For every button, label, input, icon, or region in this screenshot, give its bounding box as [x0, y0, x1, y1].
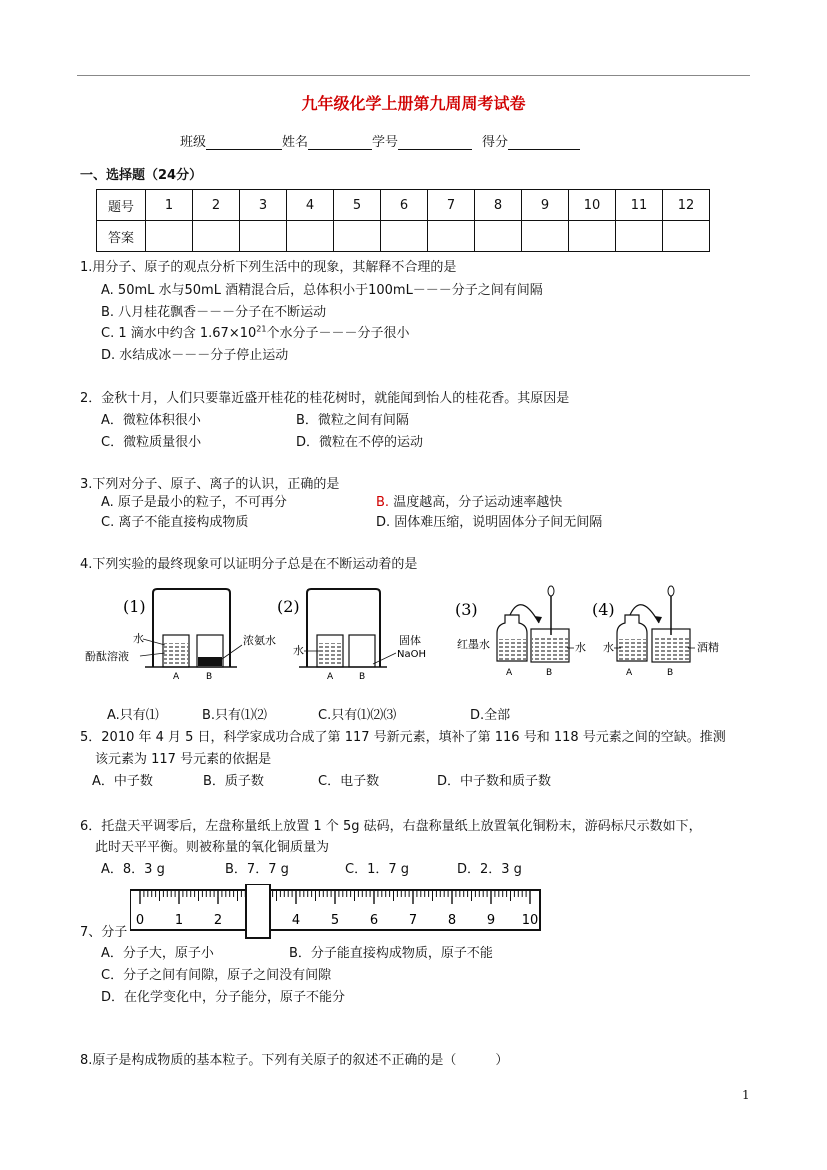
bottle-liquid: [498, 639, 526, 660]
ruler-label: 0: [135, 913, 145, 928]
answer-table: [96, 189, 710, 252]
ruler-svg: [130, 884, 542, 940]
question-2-stem: 2．金秋十月，人们只要靠近盛开桂花的桂花树时，就能闻到怡人的桂花香。其原因是: [80, 391, 570, 406]
question-1-stem: 1.用分子、原子的观点分析下列生活中的现象，其解释不合理的是: [80, 260, 457, 275]
liquid-a: [164, 643, 188, 666]
figure-2-label-a: A: [327, 672, 334, 682]
question-number: 7: [428, 190, 475, 221]
figure-3-number: (3): [455, 600, 478, 619]
figure-2: [277, 589, 426, 682]
figure-4-label-water: 水: [603, 641, 614, 654]
answer-cell[interactable]: [193, 221, 240, 252]
pour-arrow: [630, 605, 659, 623]
option-b-text: 温度越高，分子运动速率越快: [389, 495, 563, 510]
question-4-option-b: B.只有⑴⑵: [202, 708, 268, 723]
section-title: 一、选择题（24分）: [80, 168, 203, 183]
question-2-option-d: D．微粒在不停的运动: [296, 435, 424, 450]
ruler-label: 1: [174, 913, 184, 928]
question-5-stem-line1: 5．2010 年 4 月 5 日，科学家成功合成了第 117 号新元素，填补了第 116 号和 118 号元素之间的空缺。推测: [80, 730, 726, 745]
question-number: 4: [287, 190, 334, 221]
header-rule: [77, 75, 750, 76]
row-label: 题号: [97, 190, 146, 221]
option-c-text-end: 个水分子－－－分子很小: [266, 326, 410, 341]
page-title: 九年级化学上册第九周周考试卷: [301, 94, 526, 113]
ruler-label: 2: [213, 913, 223, 928]
id-label: 学号: [372, 135, 399, 150]
figure-1-number: (1): [123, 597, 146, 616]
question-2-option-b: B．微粒之间有间隔: [296, 413, 409, 428]
question-2-option-a: A．微粒体积很小: [101, 413, 201, 428]
ruler-label: 5: [330, 913, 340, 928]
figure-4-label-b: B: [667, 668, 674, 678]
id-blank[interactable]: [398, 135, 472, 150]
beaker-liquid: [532, 637, 568, 661]
figure-2-label-water: 水: [293, 644, 304, 657]
question-1-option-a: A. 50mL 水与50mL 酒精混合后，总体积小于100mL－－－分子之间有间隔: [101, 283, 543, 298]
figure-2-label-b: B: [359, 672, 366, 682]
figure-2-label-solid: 固体: [399, 634, 421, 647]
figure-4: [592, 586, 719, 678]
experiment-figures: [85, 585, 745, 685]
table-row: [97, 221, 710, 252]
question-7-stem: 7、分子: [80, 925, 128, 940]
question-5-stem-line2: 该元素为 117 号元素的依据是: [95, 752, 272, 767]
score-label: 得分: [482, 135, 509, 150]
question-number: 10: [569, 190, 616, 221]
figure-4-label-a: A: [626, 668, 633, 678]
figure-1: [85, 589, 276, 682]
question-number: 2: [193, 190, 240, 221]
row-label: 答案: [97, 221, 146, 252]
question-6-option-b: B．7．7 g: [225, 862, 289, 877]
question-number: 8: [475, 190, 522, 221]
question-6-option-a: A．8．3 g: [101, 862, 165, 877]
beaker-liquid: [653, 637, 689, 661]
liquid-b: [198, 657, 222, 666]
question-7-option-d: D．在化学变化中，分子能分，原子不能分: [101, 990, 346, 1005]
question-7-option-c: C．分子之间有间隙，原子之间没有间隙: [101, 968, 332, 983]
exponent: 21: [256, 324, 267, 334]
ruler-label: 10: [521, 913, 539, 928]
question-6-stem-line2: 此时天平平衡。则被称量的氧化铜质量为: [95, 840, 330, 855]
beaker-b: [349, 635, 375, 667]
answer-cell[interactable]: [616, 221, 663, 252]
question-3-option-d: D. 固体难压缩，说明固体分子间无间隔: [376, 515, 603, 530]
balance-ruler: [130, 884, 542, 944]
figure-1-label-ammonia: 浓氨水: [243, 634, 276, 647]
question-number: 5: [334, 190, 381, 221]
question-number: 1: [146, 190, 193, 221]
question-5-option-b: B．质子数: [203, 774, 264, 789]
figure-2-label-naoh: NaOH: [397, 649, 426, 660]
figure-3-label-ink: 红墨水: [457, 638, 490, 651]
figure-4-number: (4): [592, 600, 615, 619]
question-1-option-c: [101, 322, 409, 341]
question-number: 6: [381, 190, 428, 221]
question-4-option-a: A.只有⑴: [107, 708, 159, 723]
question-4-stem: 4.下列实验的最终现象可以证明分子总是在不断运动着的是: [80, 557, 418, 572]
name-label: 姓名: [282, 135, 309, 150]
class-blank[interactable]: [206, 135, 282, 150]
figure-1-label-phenolphthalein: 酚酞溶液: [85, 650, 129, 663]
ruler-label: 4: [291, 913, 301, 928]
question-2-option-c: C．微粒质量很小: [101, 435, 202, 450]
question-number: 12: [663, 190, 710, 221]
question-4-option-c: C.只有⑴⑵⑶: [318, 708, 397, 723]
ruler-label: 9: [486, 913, 496, 928]
question-5-option-a: A．中子数: [92, 774, 153, 789]
figure-3: [455, 586, 586, 678]
question-5-option-d: D．中子数和质子数: [437, 774, 552, 789]
question-8-stem: 8.原子是构成物质的基本粒子。下列有关原子的叙述不正确的是（ ）: [80, 1053, 509, 1068]
ruler-label: 7: [408, 913, 418, 928]
answer-cell[interactable]: [569, 221, 616, 252]
question-1-option-b: B. 八月桂花飘香－－－分子在不断运动: [101, 305, 327, 320]
question-7-option-b: B．分子能直接构成物质，原子不能: [289, 946, 493, 961]
answer-cell[interactable]: [240, 221, 287, 252]
question-number: 3: [240, 190, 287, 221]
figure-1-label-b: B: [206, 672, 213, 682]
question-6-option-c: C．1．7 g: [345, 862, 410, 877]
liquid-a: [318, 643, 342, 666]
student-info-line: [180, 131, 580, 150]
option-b-letter: B.: [376, 495, 390, 510]
score-blank[interactable]: [508, 135, 580, 150]
rider-slider[interactable]: [246, 884, 270, 938]
page-number: 1: [742, 1088, 750, 1102]
question-4-option-d: D.全部: [470, 708, 511, 723]
figure-1-label-water: 水: [133, 632, 144, 645]
question-3-option-c: C. 离子不能直接构成物质: [101, 515, 249, 530]
answer-cell[interactable]: [522, 221, 569, 252]
answer-cell[interactable]: [334, 221, 381, 252]
question-number: 11: [616, 190, 663, 221]
figure-3-label-b: B: [546, 668, 553, 678]
answer-cell[interactable]: [475, 221, 522, 252]
question-1-option-d: D. 水结成冰－－－分子停止运动: [101, 348, 289, 363]
question-number: 9: [522, 190, 569, 221]
bottle-liquid: [618, 639, 646, 660]
table-row: [97, 190, 710, 221]
pour-arrow: [510, 605, 539, 623]
question-3-option-a: A. 原子是最小的粒子，不可再分: [101, 495, 287, 510]
figure-3-label-a: A: [506, 668, 513, 678]
figure-2-number: (2): [277, 597, 300, 616]
class-label: 班级: [180, 135, 207, 150]
question-5-option-c: C．电子数: [318, 774, 380, 789]
answer-cell[interactable]: [287, 221, 334, 252]
name-blank[interactable]: [308, 135, 372, 150]
answer-cell[interactable]: [381, 221, 428, 252]
question-3-stem: 3.下列对分子、原子、离子的认识，正确的是: [80, 477, 340, 492]
question-7-option-a: A．分子大，原子小: [101, 946, 214, 961]
answer-cell[interactable]: [663, 221, 710, 252]
ruler-label: 8: [447, 913, 457, 928]
question-6-option-d: D．2．3 g: [457, 862, 522, 877]
figure-1-label-a: A: [173, 672, 180, 682]
option-c-text: C. 1 滴水中约含 1.67×10: [101, 326, 257, 341]
answer-cell[interactable]: [146, 221, 193, 252]
question-6-stem-line1: 6．托盘天平调零后，左盘称量纸上放置 1 个 5g 砝码，右盘称量纸上放置氧化铜粉末，游码标尺示数如下，: [80, 819, 702, 834]
figure-4-label-alcohol: 酒精: [697, 641, 719, 654]
answer-cell[interactable]: [428, 221, 475, 252]
ruler-label: 6: [369, 913, 379, 928]
figure-3-label-water: 水: [575, 641, 586, 654]
question-3-option-b: [376, 491, 562, 510]
